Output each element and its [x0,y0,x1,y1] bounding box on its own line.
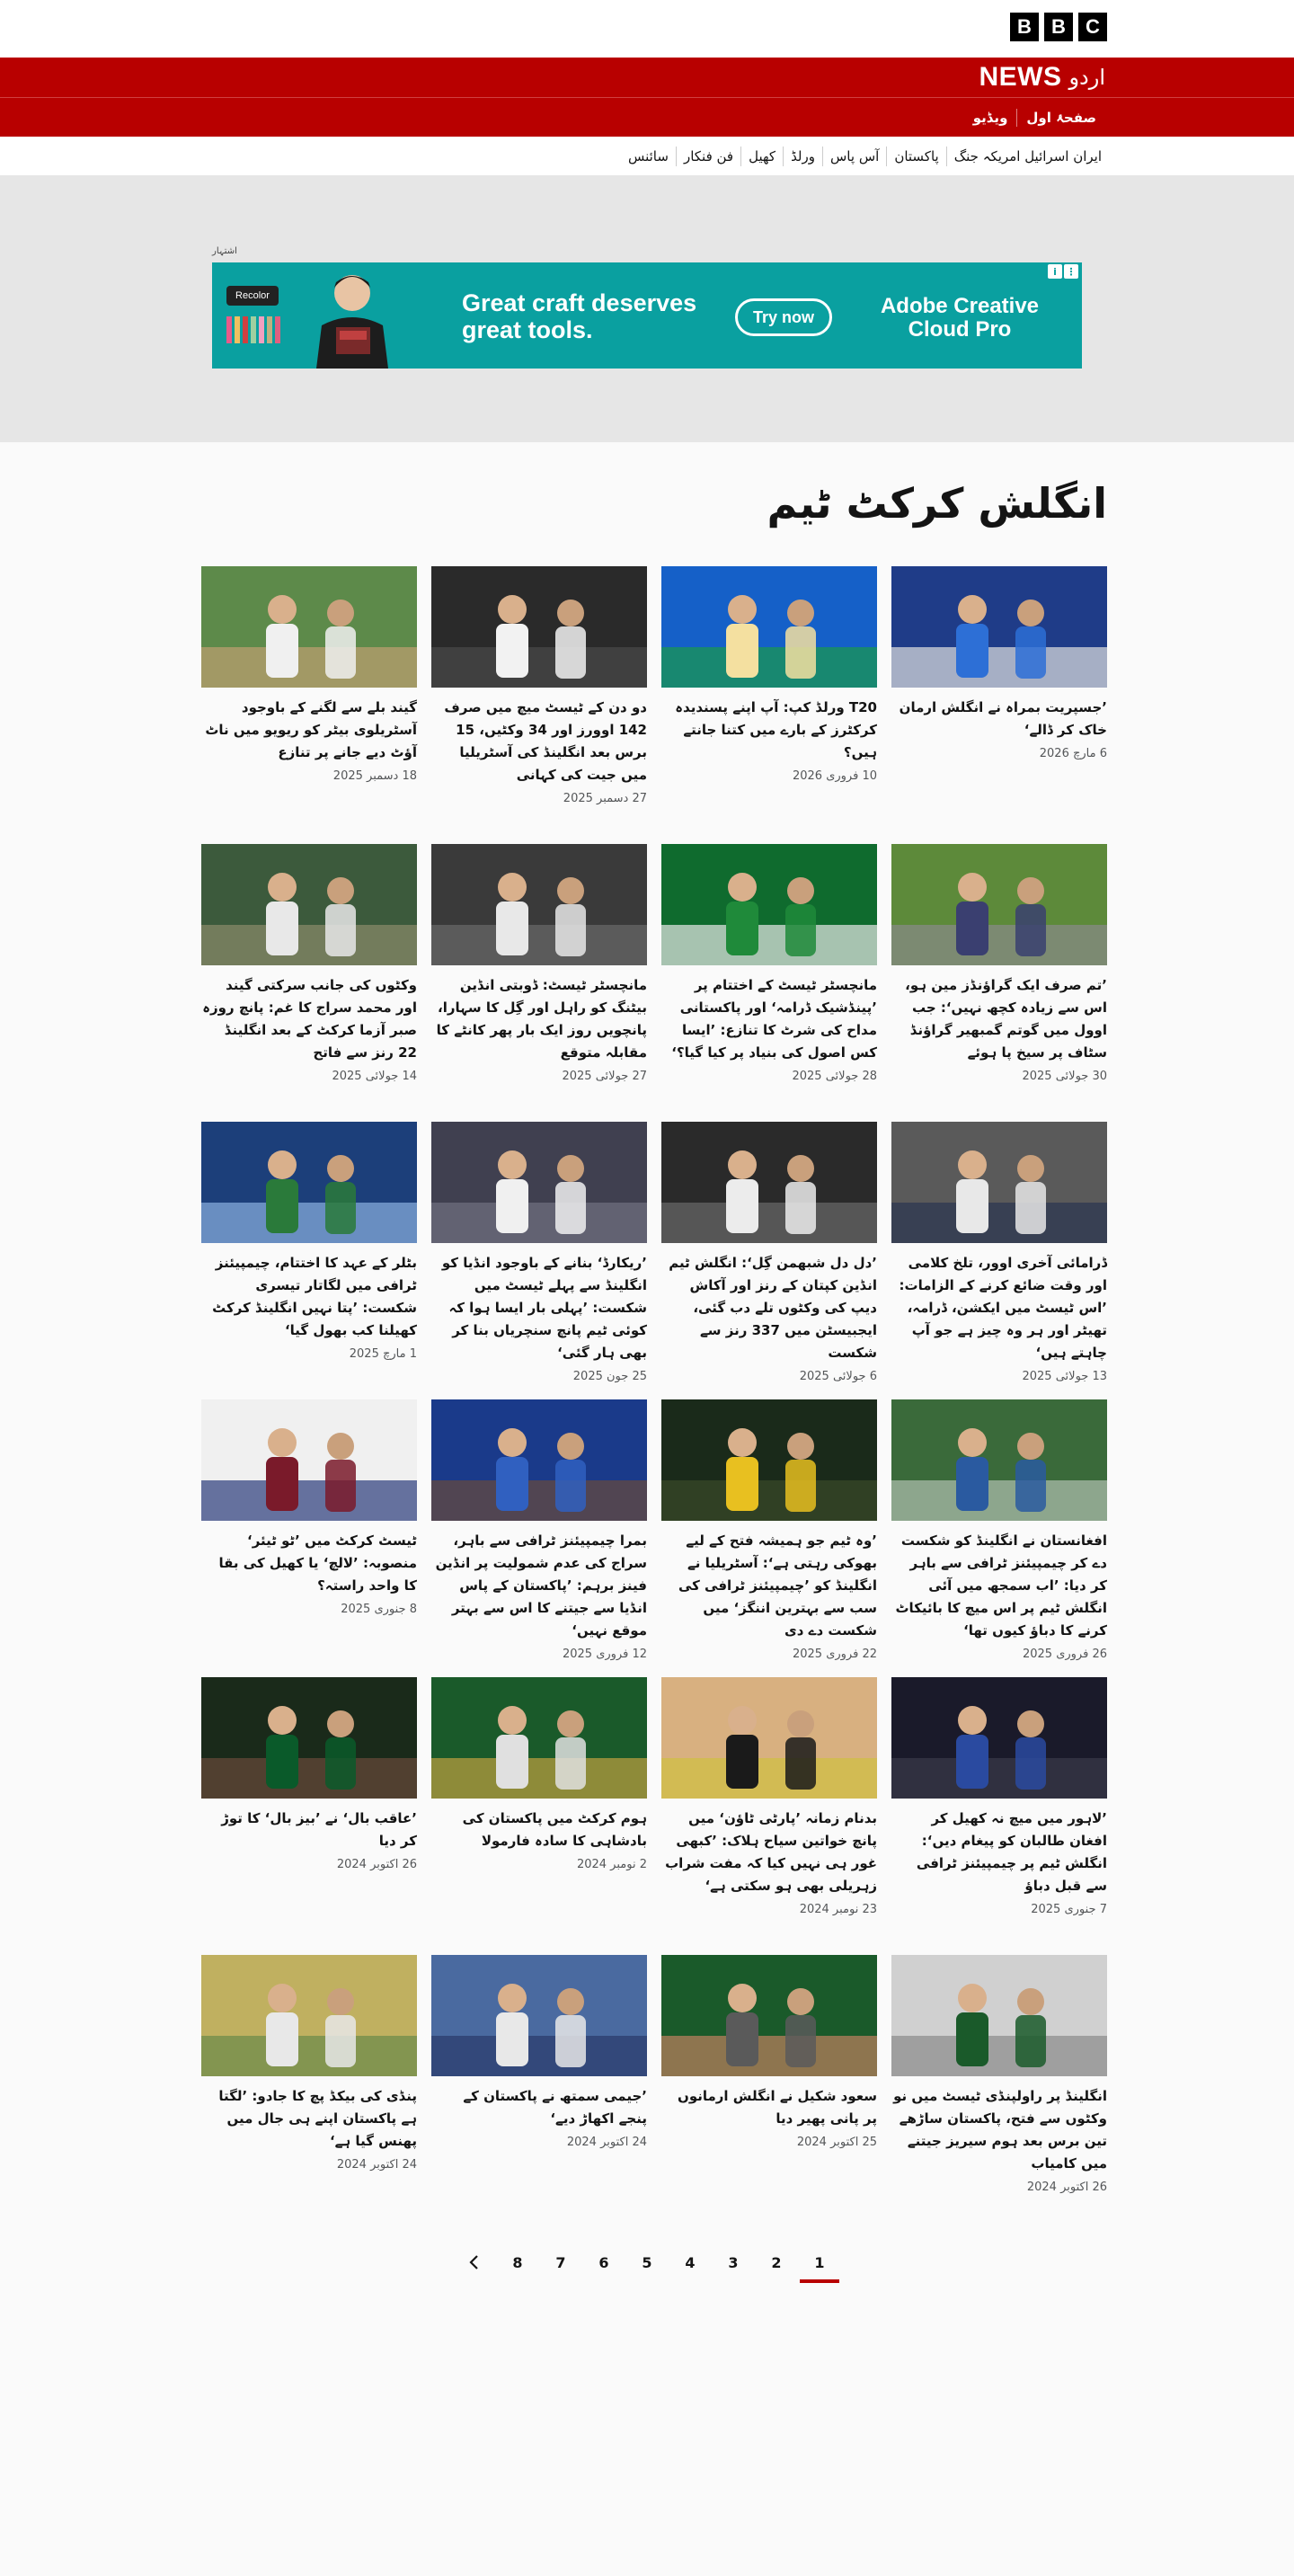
article-title[interactable]: سعود شکیل نے انگلش ارمانوں پر پانی پھیر دیا [678,2088,877,2127]
article-title[interactable]: ’لاہور میں میچ نہ کھیل کر افغان طالبان کو پیغام دیں‘: انگلش ٹیم پر چیمپیئنز ٹرافی سے قبل دباؤ [916,1810,1107,1894]
article-title[interactable]: ڈرامائی آخری اوور، تلخ کلامی اور وقت ضائع کرنے کے الزامات: ’اس ٹیسٹ میں ایکشن، ڈرامہ، تھیٹر اور ہر وہ چیز ہے جو آپ چاہتے ہیں‘ [899,1255,1107,1361]
article-card[interactable] [661,844,877,1122]
article-thumbnail[interactable] [891,566,1107,688]
article-thumbnail[interactable] [661,1399,877,1521]
pagination-page-8[interactable]: 8 [512,2253,523,2271]
article-date: 18 دسمبر 2025 [332,769,417,783]
article-grid [187,566,1107,2233]
article-thumbnail[interactable] [431,1122,647,1243]
article-card[interactable] [201,566,417,844]
thumbnail-image [201,844,417,965]
article-title[interactable]: ’جیمی سمتھ نے پاکستان کے پنجے اکھاڑ دیے‘ [463,2088,647,2127]
article-title[interactable]: مانچسٹر ٹیسٹ کے اختتام پر ’پینڈشیک ڈرامہ‘ اور پاکستانی مداح کی شرٹ کا تنازع: ’ایسا کس اصول کی بنیاد پر کیا گیا؟‘ [671,977,877,1061]
thumbnail-image [201,566,417,688]
site-header [0,0,1294,176]
article-thumbnail[interactable] [661,1677,877,1799]
thumbnail-image [201,1399,417,1521]
article-title[interactable]: ’عاقب بال‘ نے ’بیز بال‘ کا توڑ کر دیا [221,1810,417,1849]
article-thumbnail[interactable] [661,1122,877,1243]
subnav-item-world[interactable]: ورلڈ [783,147,822,166]
pagination-page-6[interactable]: 6 [598,2253,609,2271]
ad-recolor-chip: Recolor [226,286,279,306]
subnav-item-pakistan[interactable]: پاکستان [886,147,945,166]
article-date: 6 جولائی 2025 [799,1370,877,1383]
article-date: 12 فروری 2025 [562,1648,647,1661]
article-thumbnail[interactable] [891,1399,1107,1521]
article-thumbnail[interactable] [201,1677,417,1799]
thumbnail-image [891,1955,1107,2076]
article-thumbnail[interactable] [431,1399,647,1521]
logo-letter-b1: B [1010,13,1039,41]
article-thumbnail[interactable] [431,1955,647,2076]
article-date: 22 فروری 2025 [792,1648,877,1661]
thumbnail-image [431,1955,647,2076]
brand-language: اردو [1068,65,1105,90]
article-card[interactable] [431,1399,647,1677]
article-thumbnail[interactable] [891,1122,1107,1243]
article-card[interactable] [891,1955,1107,2233]
ad-headline: Great craft deserves great tools. [462,289,697,343]
article-date: 6 مارچ 2026 [1039,747,1107,760]
article-thumbnail[interactable] [431,566,647,688]
article-title[interactable]: ’ریکارڈ‘ بنانے کے باوجود انڈیا کو انگلینڈ سے پہلے ٹیسٹ میں شکست: ’پہلی بار ایسا ہوا کہ کوئی ٹیم پانچ سنچریاں بنا کر بھی ہار گئی‘ [441,1255,647,1361]
article-title[interactable]: ’تم صرف ایک گراؤنڈز مین ہو، اس سے زیادہ کچھ نہیں‘: جب اوول میں گوتم گمبھیر گراؤنڈ سٹاف پر سیخ پا ہوئے [905,977,1107,1061]
pagination-next-button[interactable] [453,2247,496,2278]
article-title[interactable]: انگلینڈ پر راولپنڈی ٹیسٹ میں نو وکٹوں سے فتح، پاکستان ساڑھے تین برس بعد ہوم سیریز جیتنے میں کامیاب [893,2088,1107,2172]
ad-banner[interactable] [212,262,1082,369]
article-thumbnail[interactable] [431,1677,647,1799]
thumbnail-image [661,1399,877,1521]
thumbnail-image [431,1122,647,1243]
article-thumbnail[interactable] [201,566,417,688]
thumbnail-image [661,1677,877,1799]
subnav-item-war[interactable]: ایران اسرائیل امریکہ جنگ [946,147,1109,166]
article-date: 24 اکتوبر 2024 [336,2158,417,2172]
article-card[interactable] [201,844,417,1122]
article-title[interactable]: مانچسٹر ٹیسٹ: ڈوبتی انڈین بیٹنگ کو راہل اور گِل کا سہارا، پانچویں روز ایک بار پھر کانٹے کا مقابلہ متوقع [436,977,647,1061]
article-title[interactable]: بمرا چیمپیئنز ٹرافی سے باہر، سراج کی عدم شمولیت پر انڈین فینز برہم: ’پاکستان کے پاس انڈیا سے جیتنے کا اس سے بہتر موقع نہیں‘ [435,1532,647,1639]
chevron-left-icon [468,2254,481,2270]
article-card[interactable] [201,1399,417,1677]
article-thumbnail[interactable] [431,844,647,965]
thumbnail-image [661,566,877,688]
article-thumbnail[interactable] [661,844,877,965]
top-bar [0,0,1294,58]
thumbnail-image [431,1677,647,1799]
article-date: 26 فروری 2025 [1022,1648,1107,1661]
nav-home[interactable]: صفحۂ اول [1016,109,1105,127]
ad-brand: Adobe Creative Cloud Pro [880,294,1040,342]
article-date: 2 نومبر 2024 [576,1858,647,1871]
article-card[interactable] [891,566,1107,844]
thumbnail-image [891,1399,1107,1521]
article-title[interactable]: ٹیسٹ کرکٹ میں ’ٹو ٹیئر‘ منصوبہ: ’لالچ‘ یا کھیل کی بقا کا واحد راستہ؟ [218,1532,417,1594]
ad-swatches [226,316,280,343]
subnav-item-region[interactable]: آس پاس [822,147,886,166]
brand-link[interactable] [189,58,1105,97]
article-card[interactable] [891,1677,1107,1955]
article-thumbnail[interactable] [201,1122,417,1243]
subnav-item-arts[interactable]: فن فنکار [676,147,740,166]
page-title: انگلش کرکٹ ٹیم [767,479,1107,528]
article-title[interactable]: پنڈی کی بیکڈ پچ کا جادو: ’لگتا ہے پاکستان اپنے ہی جال میں پھنس گیا ہے‘ [218,2088,417,2149]
article-card[interactable] [431,1677,647,1955]
subnav-item-science[interactable]: سائنس [627,148,669,164]
article-title[interactable]: ’دل دل شبھمن گِل‘: انگلش ٹیم انڈین کپتان کے رنز اور آکاش دیپ کی وکٹوں تلے دب گئی، ایجبیسٹن میں 337 رنز سے شکست [669,1255,877,1361]
article-date: 7 جنوری 2025 [1031,1903,1107,1916]
thumbnail-image [891,1122,1107,1243]
article-thumbnail[interactable] [891,1955,1107,2076]
ad-label: اشتہار [212,246,237,256]
article-card[interactable] [891,1122,1107,1399]
article-thumbnail[interactable] [201,1399,417,1521]
thumbnail-image [431,566,647,688]
article-title[interactable]: افغانستان نے انگلینڈ کو شکست دے کر چیمپیئنز ٹرافی سے باہر کر دیا: ’اب سمجھ میں آئی انگلش ٹیم پر اس میچ کا بائیکاٹ کرنے کا دباؤ کیوں تھا‘ [895,1532,1107,1639]
article-date: 27 دسمبر 2025 [563,792,647,805]
article-date: 30 جولائی 2025 [1022,1070,1107,1083]
article-thumbnail[interactable] [661,1955,877,2076]
article-title[interactable]: بٹلر کے عہد کا اختتام، چیمپیئنز ٹرافی میں لگاتار تیسری شکست: ’پتا نہیں انگلینڈ کرکٹ کھیلنا کب بھول گیا‘ [212,1255,417,1338]
ad-person-image [300,262,401,369]
pagination-page-3[interactable]: 3 [728,2253,739,2271]
article-date: 23 نومبر 2024 [799,1903,877,1916]
article-card[interactable] [661,1399,877,1677]
primary-nav [0,97,1294,137]
subnav-item-sport[interactable]: کھیل [740,147,783,166]
pagination-page-4[interactable]: 4 [685,2253,696,2271]
thumbnail-image [661,844,877,965]
main-content [187,476,1107,2233]
article-date: 13 جولائی 2025 [1022,1370,1107,1383]
ad-try-now-button[interactable]: Try now [735,298,832,336]
article-thumbnail[interactable] [201,844,417,965]
pagination-page-2[interactable]: 2 [771,2253,782,2271]
article-thumbnail[interactable] [891,1677,1107,1799]
thumbnail-image [201,1955,417,2076]
article-title[interactable]: ’وہ ٹیم جو ہمیشہ فتح کے لیے بھوکی رہتی ہے‘: آسٹریلیا نے انگلینڈ کو ’چیمپیئنز ٹرافی کی سب سے بہترین اننگز‘ میں شکست دے دی [678,1532,877,1639]
article-date: 25 جون 2025 [572,1370,647,1383]
article-date: 27 جولائی 2025 [562,1070,647,1083]
article-thumbnail[interactable] [661,566,877,688]
article-card[interactable] [201,1122,417,1399]
article-card[interactable] [661,566,877,844]
secondary-nav [0,137,1294,176]
article-title[interactable]: بدنام زمانہ ’پارٹی ٹاؤن‘ میں پانچ خواتین سیاح ہلاک: ’کبھی غور ہی نہیں کیا کہ مفت شراب زہریلی بھی ہو سکتی ہے‘ [665,1810,877,1894]
article-card[interactable] [661,1955,877,2233]
thumbnail-image [891,566,1107,688]
article-date: 14 جولائی 2025 [332,1070,417,1083]
article-title[interactable]: ہوم کرکٹ میں پاکستان کی بادشاہی کا سادہ فارمولا [462,1810,647,1849]
advertisement-section [0,176,1294,442]
article-title[interactable]: وکٹوں کی جانب سرکتی گیند اور محمد سراج کا غم: پانچ روزہ صبر آزما کرکٹ کے بعد انگلینڈ 22 رنز سے فاتح [202,977,417,1061]
article-title[interactable]: ’جسپریت بمراہ نے انگلش ارمان خاک کر ڈالے‘ [899,699,1107,738]
nav-video[interactable]: ویڈیو [972,110,1008,126]
bbc-logo[interactable] [1010,13,1107,41]
article-card[interactable] [431,844,647,1122]
thumbnail-image [661,1955,877,2076]
thumbnail-image [431,844,647,965]
article-card[interactable] [431,1122,647,1399]
article-card[interactable] [201,1677,417,1955]
article-card[interactable] [891,1399,1107,1677]
article-title[interactable]: T20 ورلڈ کپ: آپ اپنے پسندیدہ کرکٹرز کے بارے میں کتنا جانتے ہیں؟ [675,699,877,760]
pagination-page-7[interactable]: 7 [555,2253,566,2271]
article-card[interactable] [431,1955,647,2233]
article-card[interactable] [201,1955,417,2233]
ad-info-controls [1048,264,1078,279]
brand-news: NEWS [979,62,1062,92]
logo-letter-c: C [1078,13,1107,41]
article-card[interactable] [661,1677,877,1955]
article-card[interactable] [431,566,647,844]
article-date: 26 اکتوبر 2024 [1026,2181,1107,2194]
pagination-page-5[interactable]: 5 [642,2253,652,2271]
article-title[interactable]: دو دن کے ٹیسٹ میچ میں صرف 142 اوورز اور 34 وکٹیں، 15 برس بعد انگلینڈ کی آسٹریلیا میں جیت کی کہانی [444,699,647,783]
thumbnail-image [891,844,1107,965]
thumbnail-image [431,1399,647,1521]
article-date: 8 جنوری 2025 [341,1603,417,1616]
article-date: 24 اکتوبر 2024 [566,2136,647,2149]
thumbnail-image [201,1122,417,1243]
article-date: 1 مارچ 2025 [349,1347,417,1361]
brand-bar [0,58,1294,97]
article-thumbnail[interactable] [201,1955,417,2076]
pagination-page-1-current[interactable]: 1 [798,2247,841,2278]
thumbnail-image [661,1122,877,1243]
article-card[interactable] [891,844,1107,1122]
ad-menu-icon[interactable]: ⋮ [1064,264,1078,279]
logo-letter-b2: B [1044,13,1073,41]
article-thumbnail[interactable] [891,844,1107,965]
article-date: 25 اکتوبر 2024 [796,2136,877,2149]
article-title[interactable]: گیند بلے سے لگنے کے باوجود آسٹریلوی بیٹر کو ریویو میں ناٹ آؤٹ دیے جانے پر تنازع [205,699,417,760]
article-card[interactable] [661,1122,877,1399]
article-date: 10 فروری 2026 [792,769,877,783]
thumbnail-image [201,1677,417,1799]
thumbnail-image [891,1677,1107,1799]
article-date: 26 اکتوبر 2024 [336,1858,417,1871]
ad-info-icon[interactable]: i [1048,264,1062,279]
article-date: 28 جولائی 2025 [792,1070,877,1083]
pagination [0,2247,1294,2278]
